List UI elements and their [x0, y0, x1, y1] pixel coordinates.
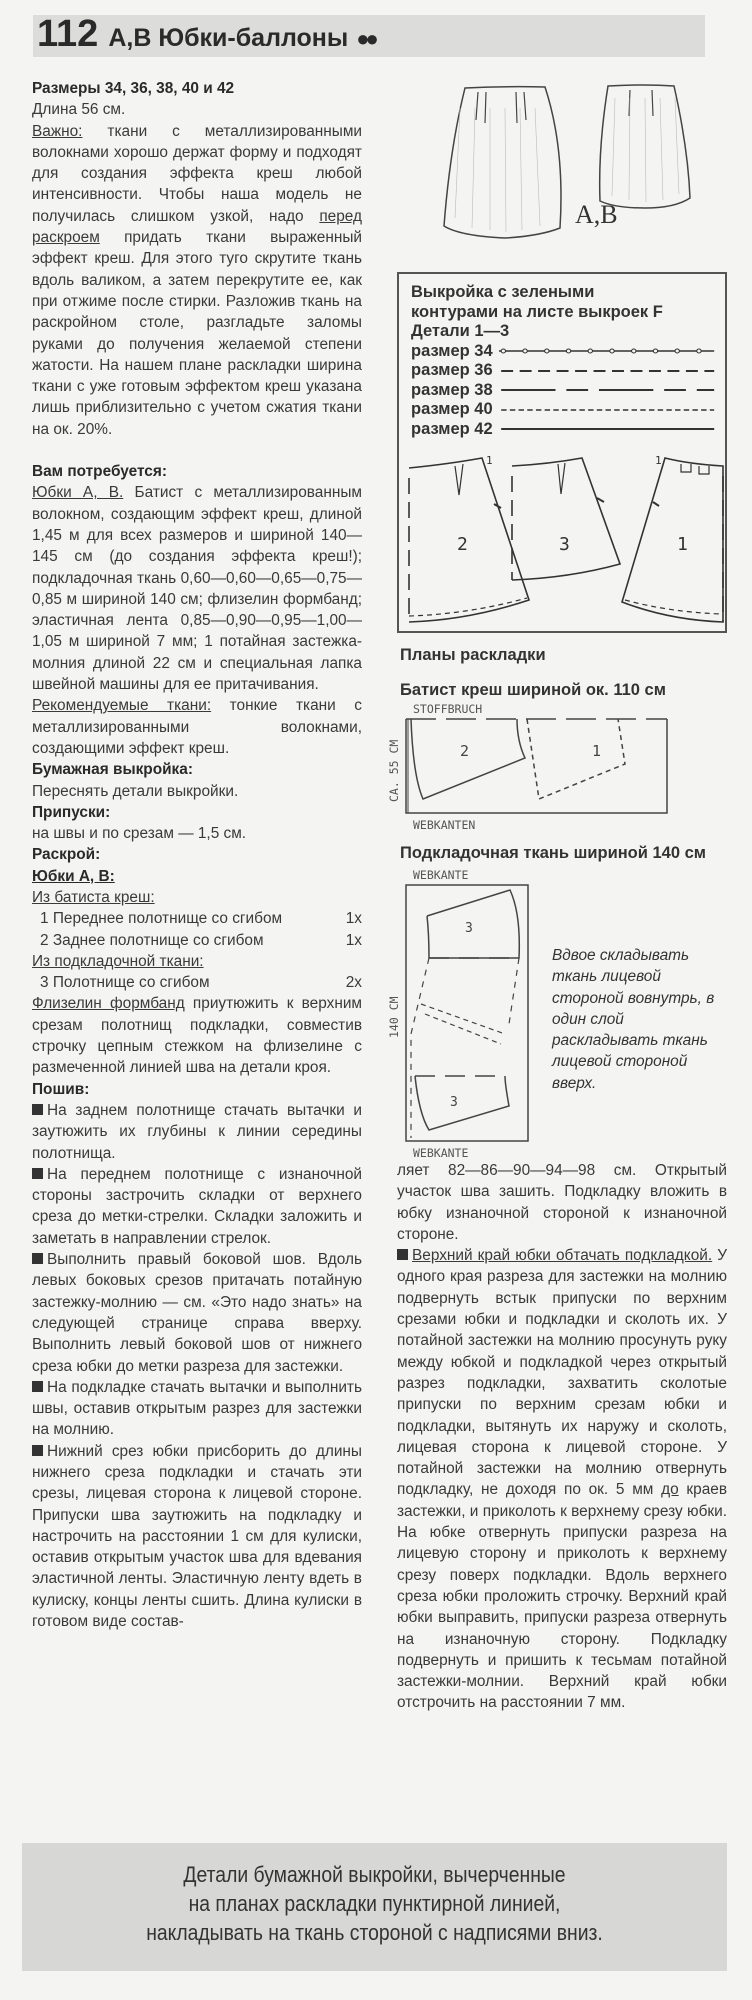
piece-3-outline: [512, 458, 620, 580]
recommended-label: Рекомендуемые ткани:: [32, 697, 212, 715]
length-text: Длина 56 см.: [32, 101, 126, 119]
from-batiste-label: Из батиста креш:: [32, 888, 155, 906]
size-label: размер 38: [411, 380, 493, 399]
lining-layout-note: Вдвое складывать ткань лицевой стороной вовнутрь, в один слой раскладывать ткань лицевой стороной вверх.: [552, 947, 715, 1092]
sewing-step: [32, 1100, 362, 1164]
materials-text: Батист с металлизированным волокном, создающим эффект креш, длиной 1,45 м для всех размеров и шириной 140—145 см (до создания эффекта креш!); подкладочная ткань 0,60—0,60—0,65—0,75—0,85 м шириной 140 см; флизелин формбанд; эластичная лента 0,85—0,90—0,95—1,00—1,05 м шириной 7 мм; 1 потайная застежка-молния длиной 22 см и специальная лапка швейной машины для ее притачивания.: [32, 484, 362, 694]
lining-dashed-outline: [411, 958, 519, 1138]
piece-1-outline: [622, 458, 723, 622]
interfacing-text: приутюжить к верхним срезам полотнищ подкладки, совместив строчку цепным стежком на флизелине с размеченной линией шва на детали кроя.: [32, 995, 362, 1077]
sewing-continuation: ляет 82—86—90—94—98 см. Открытый участок шва зашить. Подкладку вложить в юбку изнаночной стороной к изнаночной стороне.: [397, 1162, 727, 1243]
from-lining-label: Из подкладочной ткани:: [32, 952, 204, 970]
sewing-step-text: краев застежки, и приколоть к верхнему срезу юбки. На юбке отвернуть припуски разреза на лицевую сторону и приколоть к верхнему срезу поверх подкладки. Вдоль верхнего среза юбки проложить строчку. Верхний край юбки выправить, припуски разреза отвернуть на изнаночную сторону. Подкладку подвернуть и пришить к тесьмам потайной застежки-молнии. Верхний край юбки отстрочить на расстоянии 7 мм.: [397, 1481, 727, 1712]
piece-1-pleats: [681, 464, 709, 474]
layout-piece-label: 3: [450, 1095, 458, 1110]
bullet-icon: [32, 1381, 43, 1392]
piece-label: 2: [457, 534, 468, 555]
important-paragraph: [32, 121, 362, 440]
cut-item-qty: 1х: [345, 931, 362, 949]
skirt-b-darts: [629, 90, 653, 116]
size-legend-row: [411, 400, 716, 420]
notch-label: 1: [655, 454, 662, 467]
allowances-text: на швы и по срезам — 1,5 см.: [32, 825, 247, 843]
piece-2-outline: [409, 458, 529, 622]
pattern-info-line: Выкройка с зелеными: [411, 283, 595, 301]
footer-note: [71, 1860, 677, 1947]
model-number: 112: [37, 13, 99, 55]
important-text: придать ткани выраженный эффект креш. Для этого туго скрутите ткань вдоль валиком, а затем перекрутите ее, как при отжиме после стирки. Разложив ткань на раскройном столе, разгладьте заломы руками до получения желаемой степени жатости. На нашем плане раскладки ширина ткани с уже готовым эффектом креш указана лишь приблизительно с учетом сжатия ткани на ок. 20%.: [32, 229, 362, 438]
important-underlined: перед раскроем: [32, 207, 362, 247]
size-line-dot-dash: [499, 347, 716, 355]
sewing-step: [32, 1377, 362, 1441]
size-line-dashed: [499, 367, 716, 375]
materials-heading: Вам потребуется:: [32, 463, 167, 481]
pattern-pieces-diagram: [399, 450, 725, 630]
layouts-heading: Планы раскладки: [400, 646, 546, 664]
size-label: размер 36: [411, 361, 493, 379]
cutting-subheading: Юбки А, В:: [32, 867, 115, 885]
layout-piece-label: 2: [460, 742, 470, 760]
title-line: [37, 12, 375, 56]
size-line-long-short: [499, 386, 716, 394]
bullet-icon: [397, 1249, 408, 1260]
layout-piece-label: 1: [592, 742, 602, 760]
important-text: ткани с металлизированными волокнами хорошо держат форму и подходят для создания эффекта креш любой интенсивности. Чтобы наша модель не получилась слишком узкой, надо: [32, 122, 362, 225]
cut-item-qty: 2х: [345, 974, 362, 992]
selvage-label: WEBKANTEN: [413, 818, 476, 832]
lining-layout-heading: Подкладочная ткань шириной 140 см: [400, 844, 706, 862]
cut-item-name: 1 Переднее полотнище со сгибом: [40, 910, 283, 928]
sewing-step: [32, 1164, 362, 1249]
important-label: Важно:: [32, 122, 83, 140]
sewing-step-text: На подкладке стачать вытачки и выполнить швы, оставив открытым разрез для застежки на молнию.: [32, 1378, 362, 1439]
pattern-info-line: Детали 1—3: [411, 322, 510, 340]
notch-marks: [494, 498, 659, 508]
bullet-icon: [32, 1253, 43, 1264]
interfacing-paragraph: [32, 993, 362, 1078]
cut-item: [32, 908, 362, 929]
cut-item: [32, 972, 362, 993]
cut-item: [32, 930, 362, 951]
recommended-text: тонкие ткани с металлизированными волокнами, создающими эффект креш.: [32, 697, 362, 757]
materials-skirts-label: Юбки А, В.: [32, 484, 124, 502]
piece-3-dart: [558, 463, 565, 494]
piece-label: 1: [677, 534, 688, 555]
piece-label: 3: [559, 534, 570, 555]
difficulty-dots-icon: ●●: [356, 26, 375, 51]
sewing-step: [32, 1249, 362, 1377]
instructions-right-column: [397, 1160, 727, 1714]
recommended-paragraph: [32, 695, 362, 759]
sewing-step-text: Нижний срез юбки присборить до длины нижнего среза подкладки и стачать эти срезы, лицевая сторона к лицевой стороне. Припуски шва заутюжить на подкладку и настрочить на расстоянии 1 см для кулиски, оставив открытым участок шва для вдевания эластичной ленты. Эластичную ленту вдеть в кулиску, концы ленты сшить. Длина кулиски в готовом виде состав-: [32, 1442, 362, 1631]
paper-pattern-text: Переснять детали выкройки.: [32, 782, 239, 800]
sewing-step-text: У одного края разреза для застежки на молнию подвернуть встык припуски по верхним срезами юбки и подкладки и сколоть их. У потайной застежки на молнию просунуть руку между юбкой и подкладкой через открытый разрез подкладки, захватить сколотые припуски по верхним срезам юбки и подкладки, вытянуть их наружу и сколоть, лицевая сторона к лицевой стороне. У потайной застежки на молнию отвернуть подкладку, не доходя по ок. 5 мм: [397, 1247, 727, 1499]
layout-piece-label: 3: [465, 921, 473, 936]
sewing-step-text: На заднем полотнище стачать вытачки и заутюжить их глубины к линии середины полотнища.: [32, 1101, 362, 1162]
batiste-fabric-edge: [406, 719, 667, 813]
piece-2-hem: [409, 598, 527, 616]
lining-layout-diagram: [380, 884, 530, 1144]
size-label: размер 42: [411, 419, 493, 438]
sewing-step: [397, 1245, 727, 1714]
size-label: размер 40: [411, 400, 493, 418]
size-legend-row: [411, 420, 716, 440]
notch-label: 1: [486, 454, 493, 467]
lining-piece-3-top: [427, 890, 519, 958]
footer-line: Детали бумажной выкройки, вычерченные: [183, 1862, 566, 1887]
cut-item-name: 2 Заднее полотнище со сгибом: [40, 931, 264, 949]
sizes-heading: Размеры 34, 36, 38, 40 и 42: [32, 80, 235, 97]
cut-item-name: 3 Полотнище со сгибом: [40, 974, 210, 992]
cutting-heading: Раскрой:: [32, 846, 101, 864]
size-line-solid: [499, 425, 716, 433]
batiste-layout-heading: Батист креш шириной ок. 110 см: [400, 681, 666, 699]
selvage-label: WEBKANTE: [413, 1146, 469, 1160]
size-line-fine-dashed: [499, 406, 716, 414]
width-label: CA. 55 CM: [387, 739, 401, 802]
instructions-left-column: [32, 78, 362, 1632]
batiste-layout-diagram: [380, 716, 670, 816]
pattern-info-line: контурами на листе выкроек F: [411, 302, 663, 321]
fold-label: STOFFBRUCH: [413, 702, 483, 716]
interfacing-label: Флизелин формбанд: [32, 995, 185, 1013]
width-label: 140 CM: [387, 996, 401, 1038]
piece-1-hem: [625, 600, 721, 614]
lining-dashed-hem: [421, 1004, 505, 1044]
page-title: А,В Юбки-баллоны: [108, 24, 349, 52]
size-label: размер 34: [411, 341, 493, 360]
skirt-a-outline: [444, 87, 561, 238]
bullet-icon: [32, 1104, 43, 1115]
allowances-heading: Припуски:: [32, 803, 111, 821]
cut-item-qty: 1х: [345, 910, 362, 928]
pattern-info-text: [411, 283, 716, 439]
skirt-a-pleats: [476, 92, 526, 123]
model-label: A,B: [575, 200, 618, 229]
piece-2-dart: [455, 464, 463, 495]
size-legend-row: [411, 342, 716, 362]
sewing-step-text: На переднем полотнище с изнаночной стороны застрочить складки от верхнего среза до метки-стрелки. Складки заложить и заметать в направлении стрелок.: [32, 1165, 362, 1247]
last-step-label: Верхний край юбки обтачать подкладкой.: [412, 1247, 713, 1265]
skirt-texture: [455, 98, 679, 232]
materials-paragraph: [32, 482, 362, 695]
footer-line: на планах раскладки пунктирной линией,: [188, 1891, 561, 1916]
selvage-label: WEBKANTE: [413, 868, 469, 882]
bullet-icon: [32, 1445, 43, 1456]
sewing-heading: Пошив:: [32, 1080, 90, 1098]
paper-pattern-heading: Бумажная выкройка:: [32, 761, 193, 779]
sewing-step-text: Выполнить правый боковой шов. Вдоль левых боковых срезов притачать потайную застежку-молнию — см. «Это надо знать» на следующей странице справа вверху. Выполнить левый боковой шов от нижнего среза юбки до метки разреза для застежки.: [32, 1251, 362, 1375]
last-step-underlined: до: [661, 1481, 679, 1499]
batiste-piece-1: [527, 719, 625, 799]
lining-piece-3-bottom: [415, 1076, 509, 1130]
sewing-step: [32, 1441, 362, 1633]
size-legend-row: [411, 361, 716, 381]
size-legend-row: [411, 381, 716, 401]
bullet-icon: [32, 1168, 43, 1179]
footer-line: накладывать на ткань стороной с надписями вниз.: [146, 1920, 603, 1945]
